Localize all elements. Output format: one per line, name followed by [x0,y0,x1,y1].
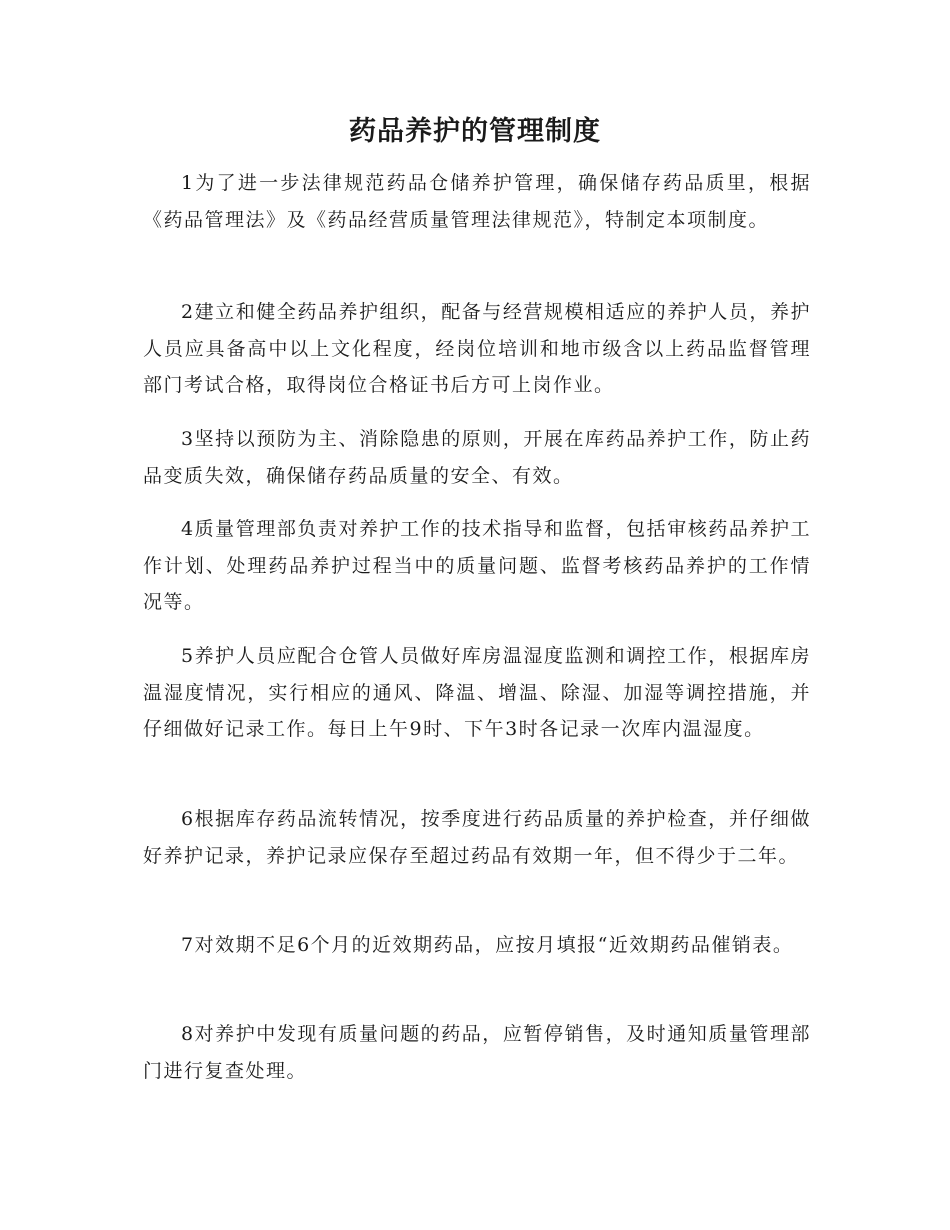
paragraph-8: 8对养护中发现有质量问题的药品，应暂停销售，及时通知质量管理部门进行复查处理。 [143,1023,811,1082]
paragraph-2: 2建立和健全药品养护组织，配备与经营规模相适应的养护人员，养护人员应具备高中以上文化程度，经岗位培训和地市级含以上药品监督管理部门考试合格，取得岗位合格证书后方可上岗作业。 [143,301,811,396]
paragraph-5: 5养护人员应配合仓管人员做好库房温湿度监测和调控工作，根据库房温湿度情况，实行相应的通风、降温、增温、除湿、加湿等调控措施，并仔细做好记录工作。每日上午9时、下午3时各记录一次库内温湿度。 [143,645,811,740]
paragraph-7: 7对效期不足6个月的近效期药品，应按月填报“近效期药品催销表。 [181,934,794,956]
paragraph-6: 6根据库存药品流转情况，按季度进行药品质量的养护检查，并仔细做好养护记录，养护记录应保存至超过药品有效期一年，但不得少于二年。 [143,808,811,867]
paragraph-4: 4质量管理部负责对养护工作的技术指导和监督，包括审核药品养护工作计划、处理药品养护过程当中的质量问题、监督考核药品养护的工作情况等。 [143,518,811,613]
paragraph-1: 1为了进一步法律规范药品仓储养护管理，确保储存药品质里，根据《药品管理法》及《药品经营质量管理法律规范》，特制定本项制度。 [143,172,811,231]
document-title: 药品养护的管理制度 [349,116,601,147]
paragraph-3: 3坚持以预防为主、消除隐患的原则，开展在库药品养护工作，防止药品变质失效，确保储存药品质量的安全、有效。 [143,428,811,487]
